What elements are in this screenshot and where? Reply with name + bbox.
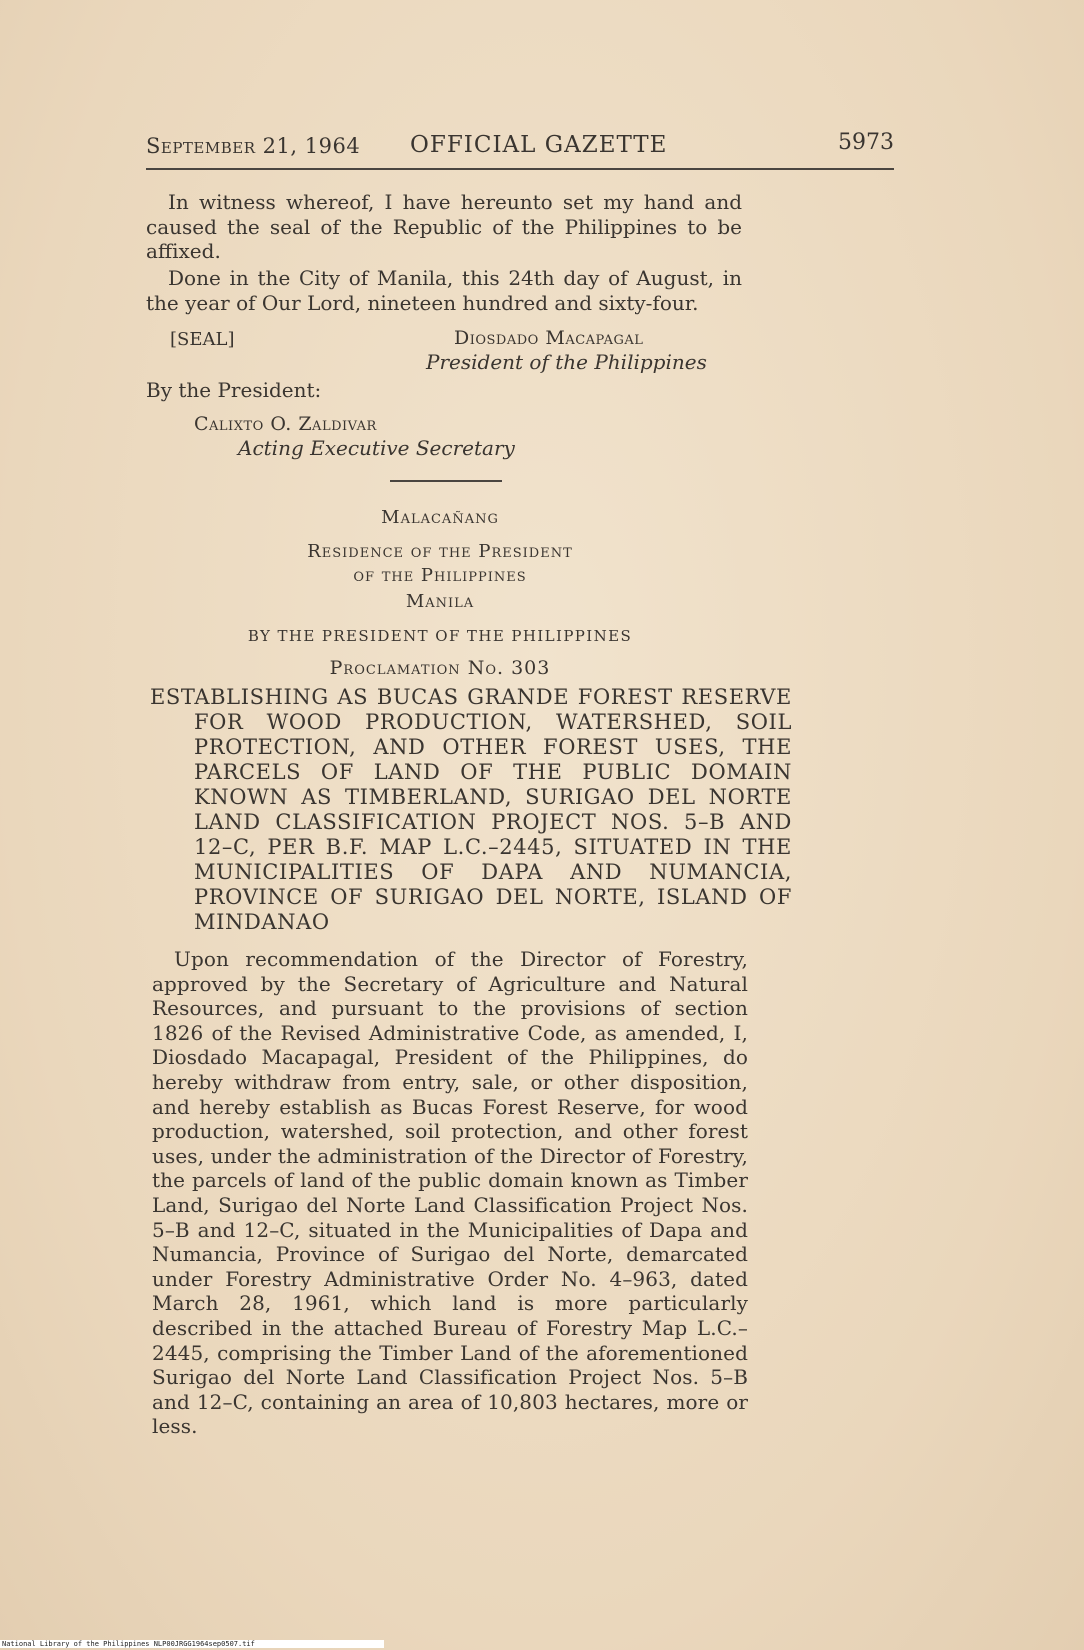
by-president-heading: BY THE PRESIDENT OF THE PHILIPPINES — [247, 627, 633, 645]
archive-footer: National Library of the Philippines NLP00JRGG1964sep0507.tif — [0, 1640, 384, 1648]
secretary-name: Calixto O. Zaldivar — [194, 413, 377, 435]
seal-label: [SEAL] — [170, 329, 235, 350]
page-header — [146, 128, 894, 170]
page-number: 5973 — [838, 130, 894, 155]
header-publication: OFFICIAL GAZETTE — [410, 132, 668, 158]
proclamation-title: ESTABLISHING AS BUCAS GRANDE FOREST RESERVE FOR WOOD PRODUCTION, WATERSHED, SOIL PROTECTION, AND OTHER FOREST USES, THE PARCELS OF LAND OF THE PUBLIC DOMAIN KNOWN AS TIMBERLAND, SURIGAO DEL NORTE LAND CLASSIFICATION PROJECT NOS. 5–B AND 12–C, PER B.F. MAP L.C.–2445, SITUATED IN THE MUNICIPALITIES OF DAPA AND NUMANCIA, PROVINCE OF SURIGAO DEL NORTE, ISLAND OF MINDANAO — [150, 685, 792, 934]
secretary-title: Acting Executive Secretary — [238, 436, 515, 460]
proclamation-number: Proclamation No. 303 — [329, 657, 551, 679]
residence-line-3: Manila — [405, 591, 475, 612]
header-date: September 21, 1964 — [146, 134, 361, 158]
president-name: Diosdado Macapagal — [454, 327, 644, 349]
malacanang-heading: Malacañang — [381, 507, 499, 528]
residence-line-2: of the Philippines — [353, 565, 527, 586]
president-title: President of the Philippines — [426, 350, 707, 374]
proclamation-body: Upon recommendation of the Director of Forestry, approved by the Secretary of Agriculture and Natural Resources, and pursuant to the provisions of section 1826 of the Revised Administrative Code, as amended, I, Diosdado Macapagal, President of the Philippines, do hereby withdraw from entry, sale, or other disposition, and hereby establish as Bucas Forest Reserve, for wood production, watershed, soil protection, and other forest uses, under the administration of the Director of Forestry, the parcels of land of the public domain known as Timber Land, Surigao del Norte Land Classification Project Nos. 5–B and 12–C, situated in the Municipalities of Dapa and Numancia, Province of Surigao del Norte, demarcated under Forestry Administrative Order No. 4–963, dated March 28, 1961, which land is more particularly described in the attached Bureau of Forestry Map L.C.–2445, comprising the Timber Land of the aforementioned Surigao del Norte Land Classification Project Nos. 5–B and 12–C, containing an area of 10,803 hectares, more or less. — [152, 947, 748, 1439]
residence-line-1: Residence of the President — [307, 541, 573, 562]
by-the-president: By the President: — [146, 378, 322, 402]
section-divider — [390, 480, 502, 482]
witness-paragraph: In witness whereof, I have hereunto set my hand and caused the seal of the Republic of the Philippines to be affixed. — [146, 190, 742, 263]
done-paragraph: Done in the City of Manila, this 24th day of August, in the year of Our Lord, nineteen hundred and sixty-four. — [146, 266, 742, 315]
